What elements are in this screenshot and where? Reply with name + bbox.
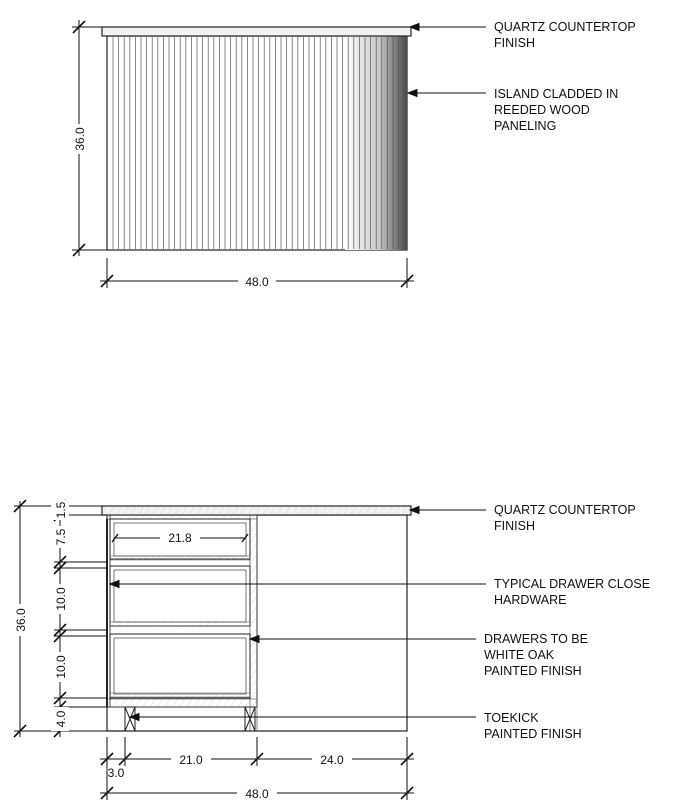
cabinet-width-dim: 21.0 — [179, 753, 203, 767]
drawer-mid-height-dim: 10.0 — [54, 587, 68, 611]
svg-text:QUARTZ COUNTERTOP FINISH — [494, 503, 639, 533]
countertop-callout-line1: QUARTZ COUNTERTOP — [494, 20, 636, 34]
drawer-bottom-height-dim: 10.0 — [54, 655, 68, 679]
svg-text:TOEKICK PAINTED FINISH — [484, 711, 582, 741]
drawers-callout-line1: DRAWERS TO BE — [484, 632, 588, 646]
countertop-elevation — [102, 27, 411, 36]
cabinet-section — [11, 500, 654, 801]
cladding-callout-line2: REEDED WOOD — [494, 103, 590, 117]
countertop-thickness-dim: 1.5 — [54, 501, 68, 519]
cladding-arrow — [408, 90, 417, 97]
open-width-dim: 24.0 — [320, 753, 344, 767]
elevation-height-dim: 36.0 — [73, 127, 87, 151]
drawers-callout-line2: WHITE OAK — [484, 648, 555, 662]
drawer-width-dim: 21.8 — [168, 531, 192, 545]
toekick-height-dim: 4.0 — [54, 710, 68, 728]
drawer-top-height-dim: 7.5 — [54, 528, 68, 546]
svg-text:ISLAND CLADDED IN REEDED — [494, 87, 622, 133]
section-total-width-dim: 48.0 — [245, 787, 269, 801]
elevation-width-dim: 48.0 — [245, 275, 269, 289]
countertop-callout-line2: FINISH — [494, 36, 535, 50]
setback-dim: 3.0 — [107, 766, 125, 780]
toekick-callout-line2: PAINTED FINISH — [484, 727, 582, 741]
section-countertop-callout-line1: QUARTZ COUNTERTOP — [494, 503, 636, 517]
section-countertop-callout-line2: FINISH — [494, 519, 535, 533]
hardware-callout-line1: TYPICAL DRAWER CLOSE — [494, 577, 651, 591]
cladding-callout-line1: ISLAND CLADDED IN — [494, 87, 619, 101]
svg-text:DRAWERS TO BE WHITE OAK — [484, 632, 591, 678]
section-total-height-dim: 36.0 — [14, 608, 28, 632]
svg-text:QUARTZ COUNTERTOP FINISH — [494, 20, 639, 50]
toekick-callout-line1: TOEKICK — [484, 711, 539, 725]
cladding-callout-line3: PANELING — [494, 119, 557, 133]
hardware-callout-line2: HARDWARE — [494, 593, 567, 607]
svg-text:TYPICAL DRAWER CLOSE HAR — [494, 577, 654, 607]
drawers-callout-line3: PAINTED FINISH — [484, 664, 582, 678]
front-elevation — [70, 20, 639, 289]
